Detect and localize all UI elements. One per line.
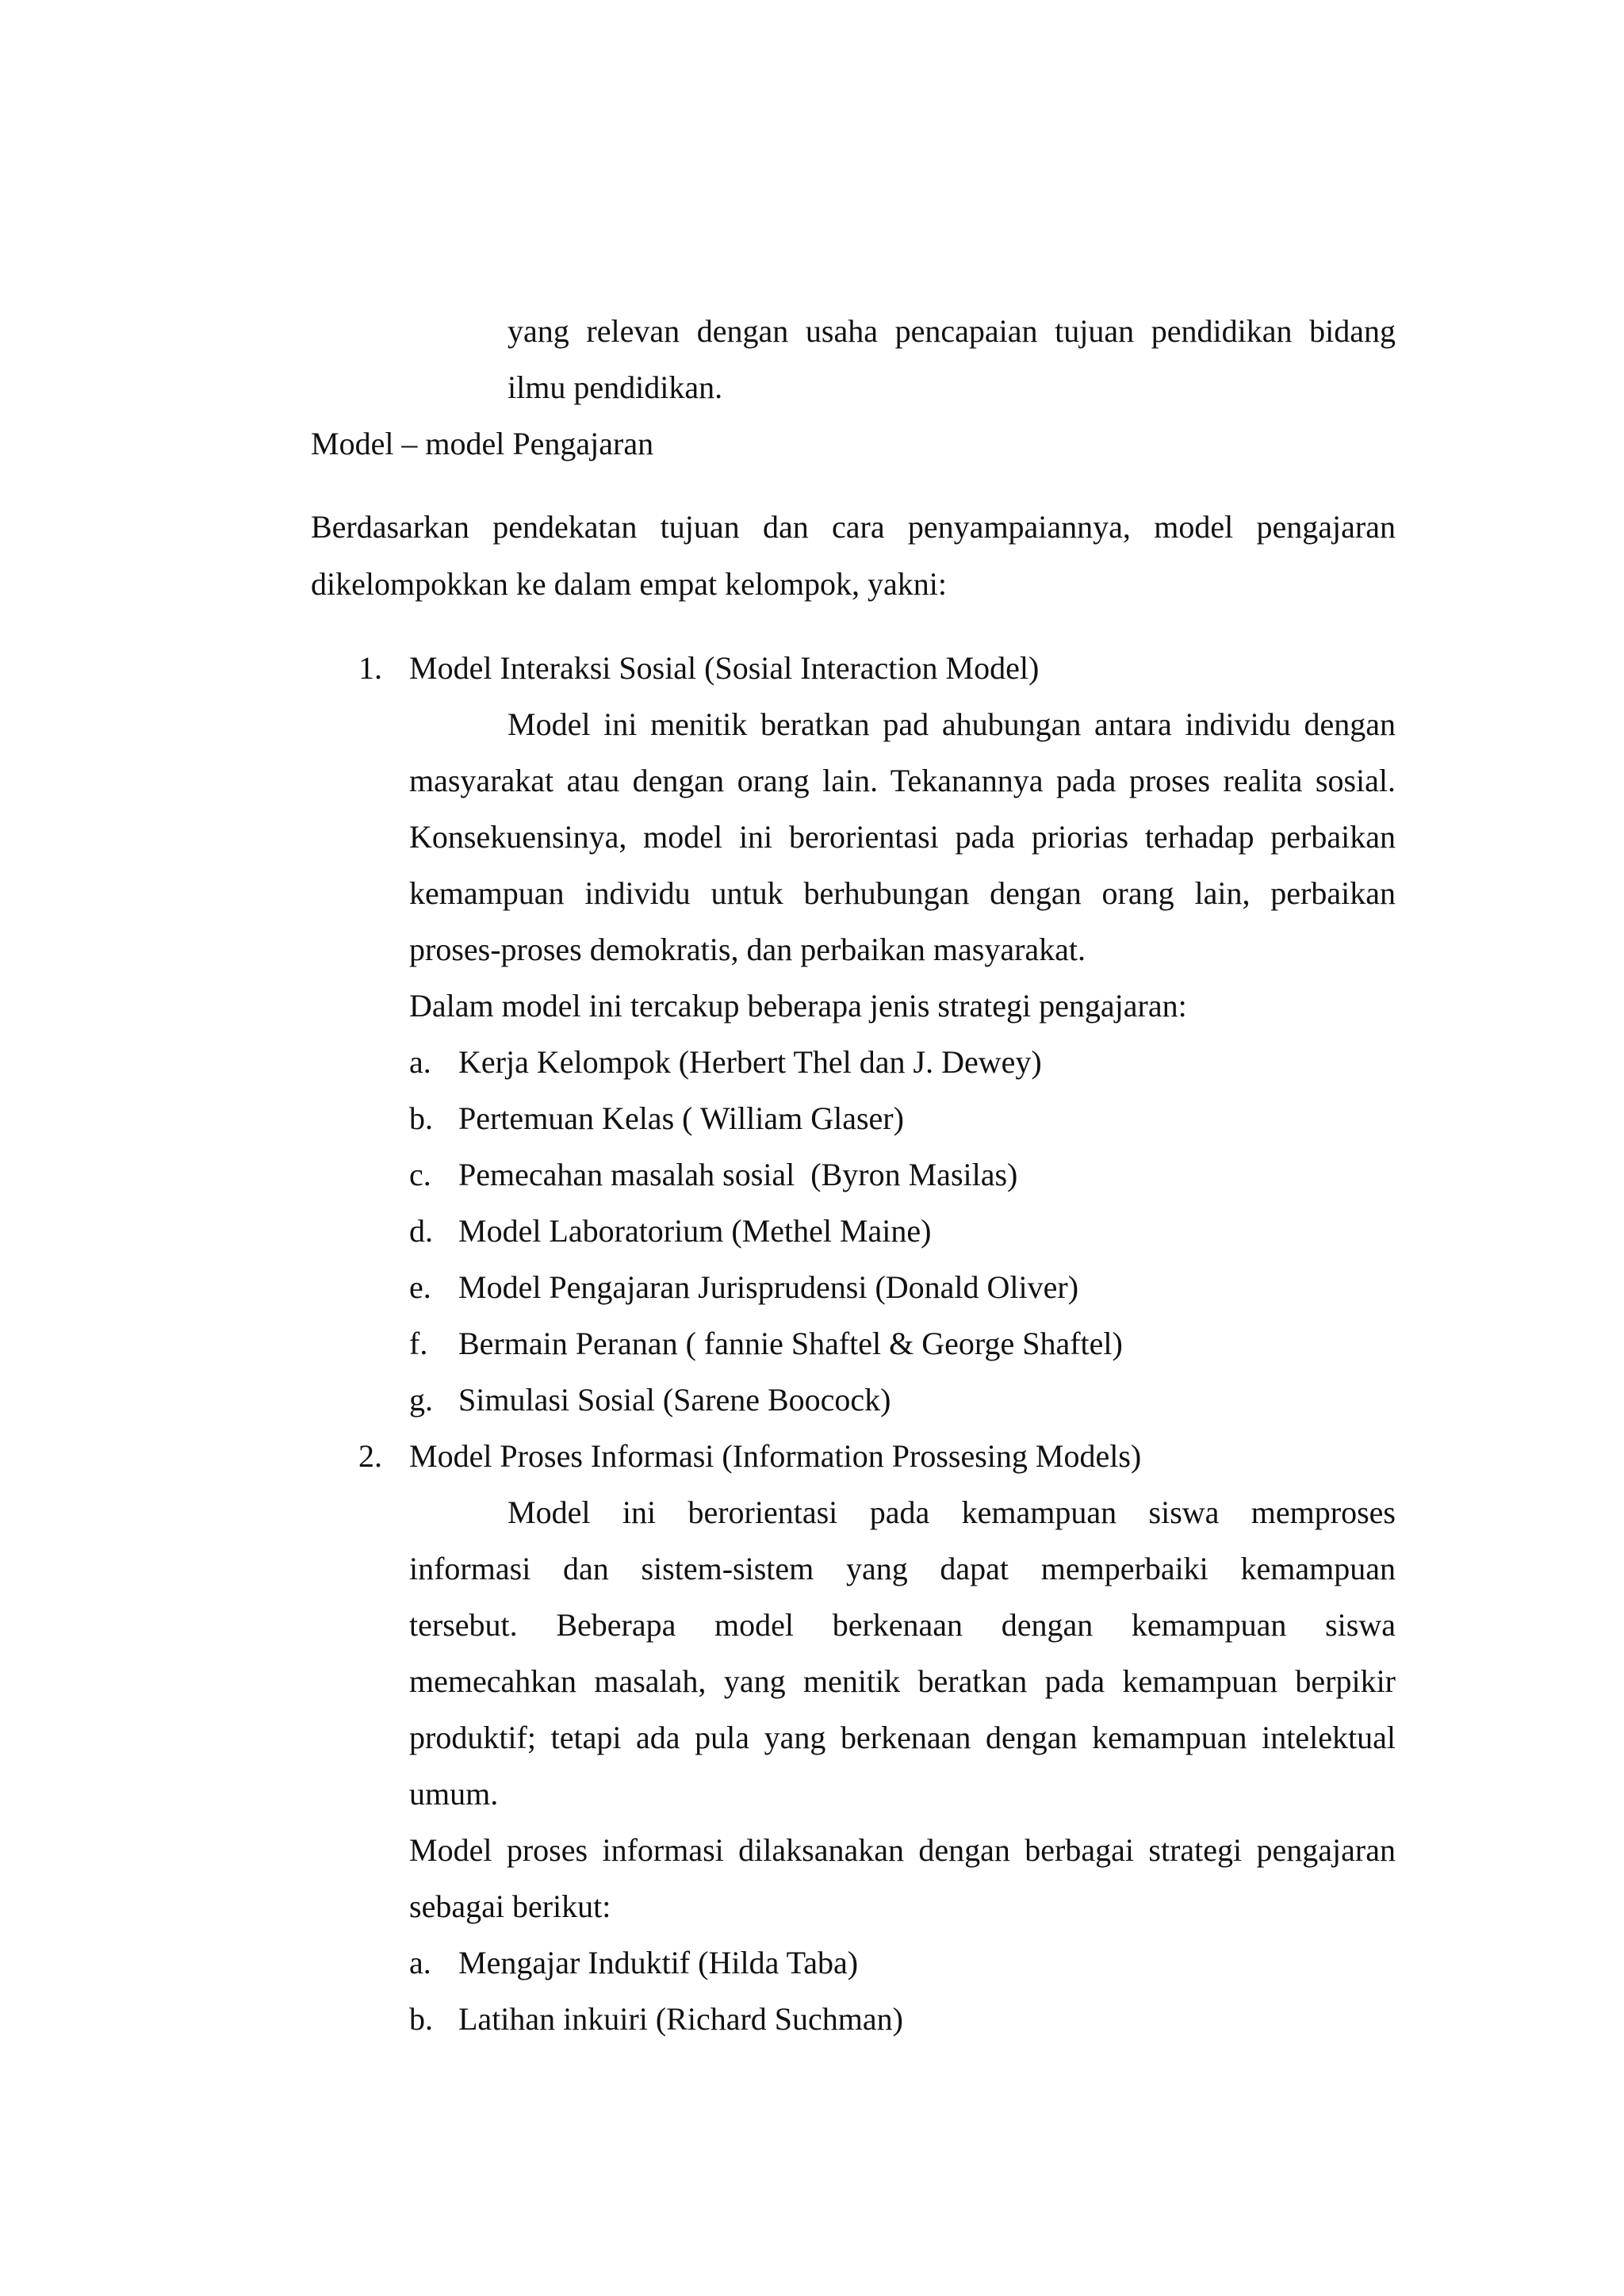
strategy-item: Simulasi Sosial (Sarene Boocock) xyxy=(458,1382,891,1418)
model-paragraph-line: memecahkan masalah, yang menitik beratkan pada kemampuan berpikir xyxy=(409,1663,1396,1699)
strategy-intro: sebagai berikut: xyxy=(409,1888,611,1924)
strategy-letter: b. xyxy=(409,1100,433,1136)
strategy-item: Pertemuan Kelas ( William Glaser) xyxy=(458,1100,904,1136)
strategy-item: Mengajar Induktif (Hilda Taba) xyxy=(458,1945,859,1980)
strategy-letter: b. xyxy=(409,2001,433,2037)
list-number: 2. xyxy=(358,1438,382,1474)
intro-paragraph-line: Berdasarkan pendekatan tujuan dan cara penyampaiannya, model pengajaran xyxy=(311,509,1396,545)
continuation-line: yang relevan dengan usaha pencapaian tujuan pendidikan bidang xyxy=(508,313,1396,349)
model-paragraph-line: masyarakat atau dengan orang lain. Tekanannya pada proses realita sosial. xyxy=(409,763,1396,798)
strategy-letter: a. xyxy=(409,1044,431,1080)
model-paragraph-line: tersebut. Beberapa model berkenaan dengan kemampuan siswa xyxy=(409,1607,1396,1643)
model-paragraph-line: informasi dan sistem-sistem yang dapat memperbaiki kemampuan xyxy=(409,1551,1396,1586)
strategy-item: Bermain Peranan ( fannie Shaftel & George Shaftel) xyxy=(458,1326,1123,1361)
model-paragraph-line: Konsekuensinya, model ini berorientasi pada priorias terhadap perbaikan xyxy=(409,819,1396,855)
model-paragraph-line: Model ini berorientasi pada kemampuan siswa memproses xyxy=(508,1494,1396,1530)
strategy-letter: f. xyxy=(409,1326,428,1361)
model-title: Model Proses Informasi (Information Prossesing Models) xyxy=(409,1438,1142,1474)
section-heading: Model – model Pengajaran xyxy=(311,426,654,461)
model-paragraph-line: umum. xyxy=(409,1776,499,1812)
model-paragraph-line: proses-proses demokratis, dan perbaikan masyarakat. xyxy=(409,932,1086,967)
strategy-letter: e. xyxy=(409,1269,431,1305)
strategy-item: Kerja Kelompok (Herbert Thel dan J. Dewey) xyxy=(458,1044,1042,1080)
model-title: Model Interaksi Sosial (Sosial Interaction Model) xyxy=(409,650,1040,686)
model-paragraph-line: produktif; tetapi ada pula yang berkenaan dengan kemampuan intelektual xyxy=(409,1720,1396,1755)
strategy-item: Model Pengajaran Jurisprudensi (Donald Oliver) xyxy=(458,1269,1079,1305)
model-paragraph-line: Model ini menitik beratkan pad ahubungan antara individu dengan xyxy=(508,706,1396,742)
model-paragraph-line: kemampuan individu untuk berhubungan dengan orang lain, perbaikan xyxy=(409,875,1396,911)
intro-paragraph-line: dikelompokkan ke dalam empat kelompok, yakni: xyxy=(311,566,948,602)
list-number: 1. xyxy=(358,650,382,686)
strategy-letter: g. xyxy=(409,1382,433,1418)
strategy-intro: Model proses informasi dilaksanakan dengan berbagai strategi pengajaran xyxy=(409,1832,1396,1868)
strategy-item: Latihan inkuiri (Richard Suchman) xyxy=(458,2001,903,2037)
strategy-letter: c. xyxy=(409,1157,431,1192)
strategy-letter: d. xyxy=(409,1213,433,1249)
strategy-item: Pemecahan masalah sosial (Byron Masilas) xyxy=(458,1157,1018,1192)
strategy-letter: a. xyxy=(409,1945,431,1980)
strategy-item: Model Laboratorium (Methel Maine) xyxy=(458,1213,932,1249)
continuation-line: ilmu pendidikan. xyxy=(508,369,723,405)
strategy-intro: Dalam model ini tercakup beberapa jenis strategi pengajaran: xyxy=(409,988,1187,1024)
